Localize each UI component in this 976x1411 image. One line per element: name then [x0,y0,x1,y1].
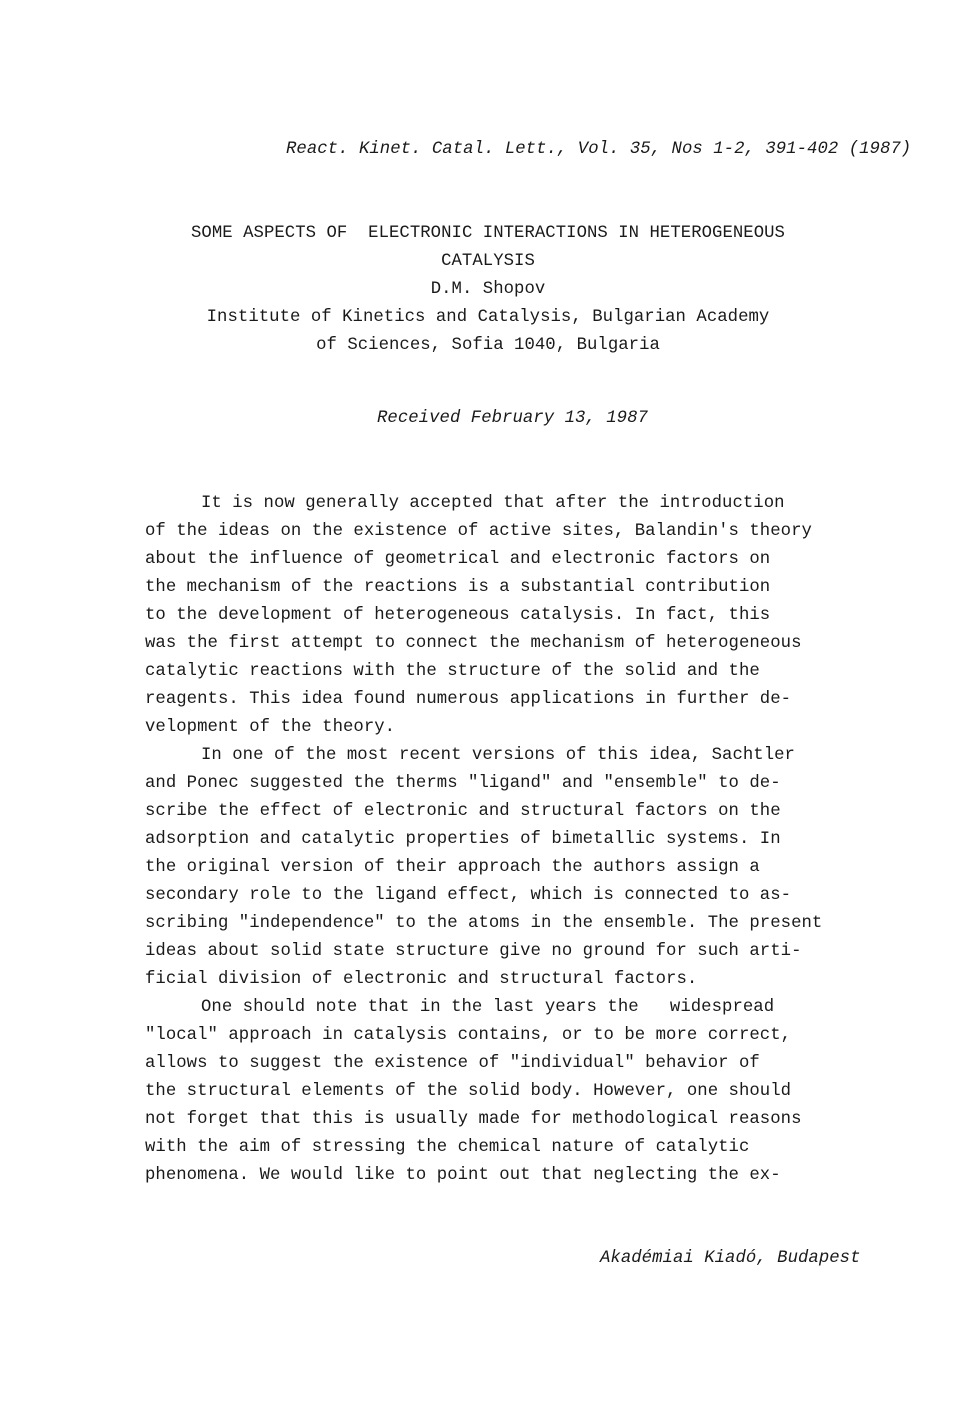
body-line: In one of the most recent versions of this idea, Sachtler [201,746,795,765]
body-line: with the aim of stressing the chemical nature of catalytic [145,1138,750,1157]
paper-title-line-1: SOME ASPECTS OF ELECTRONIC INTERACTIONS IN HETEROGENEOUS [191,224,785,243]
body-line: adsorption and catalytic properties of bimetallic systems. In [145,830,781,849]
body-line: ficial division of electronic and structural factors. [145,970,698,989]
body-line: velopment of the theory. [145,718,396,737]
body-line: of the ideas on the existence of active sites, Balandin's theory [145,522,812,541]
paper-title-line-2: CATALYSIS [441,252,535,271]
body-line: catalytic reactions with the structure of the solid and the [145,662,760,681]
journal-citation: React. Kinet. Catal. Lett., Vol. 35, Nos 1-2, 391-402 (1987) [286,140,912,159]
body-line: was the first attempt to connect the mechanism of heterogeneous [145,634,802,653]
received-date: Received February 13, 1987 [377,409,648,428]
body-line: and Ponec suggested the therms "ligand" and "ensemble" to de- [145,774,781,793]
affiliation-line-1: Institute of Kinetics and Catalysis, Bulgarian Academy [206,308,770,327]
author-name: D.M. Shopov [430,280,546,299]
body-line: One should note that in the last years the widespread [201,998,775,1017]
body-line: reagents. This idea found numerous applications in further de- [145,690,792,709]
body-line: "local" approach in catalysis contains, or to be more correct, [145,1026,792,1045]
body-line: scribe the effect of electronic and structural factors on the [145,802,781,821]
body-line: the structural elements of the solid body. However, one should [145,1082,792,1101]
body-line: the original version of their approach the authors assign a [145,858,760,877]
body-line: about the influence of geometrical and electronic factors on [145,550,771,569]
body-line: secondary role to the ligand effect, which is connected to as- [145,886,792,905]
body-line: the mechanism of the reactions is a substantial contribution [145,578,771,597]
publisher-footer: Akadémiai Kiadó, Budapest [600,1249,861,1268]
body-line: scribing "independence" to the atoms in the ensemble. The present [145,914,823,933]
body-line: ideas about solid state structure give no ground for such arti- [145,942,802,961]
body-line: phenomena. We would like to point out that neglecting the ex- [145,1166,781,1185]
body-line: to the development of heterogeneous catalysis. In fact, this [145,606,771,625]
body-line: allows to suggest the existence of "individual" behavior of [145,1054,760,1073]
affiliation-line-2: of Sciences, Sofia 1040, Bulgaria [316,336,660,355]
body-line: It is now generally accepted that after the introduction [201,494,785,513]
body-line: not forget that this is usually made for methodological reasons [145,1110,802,1129]
